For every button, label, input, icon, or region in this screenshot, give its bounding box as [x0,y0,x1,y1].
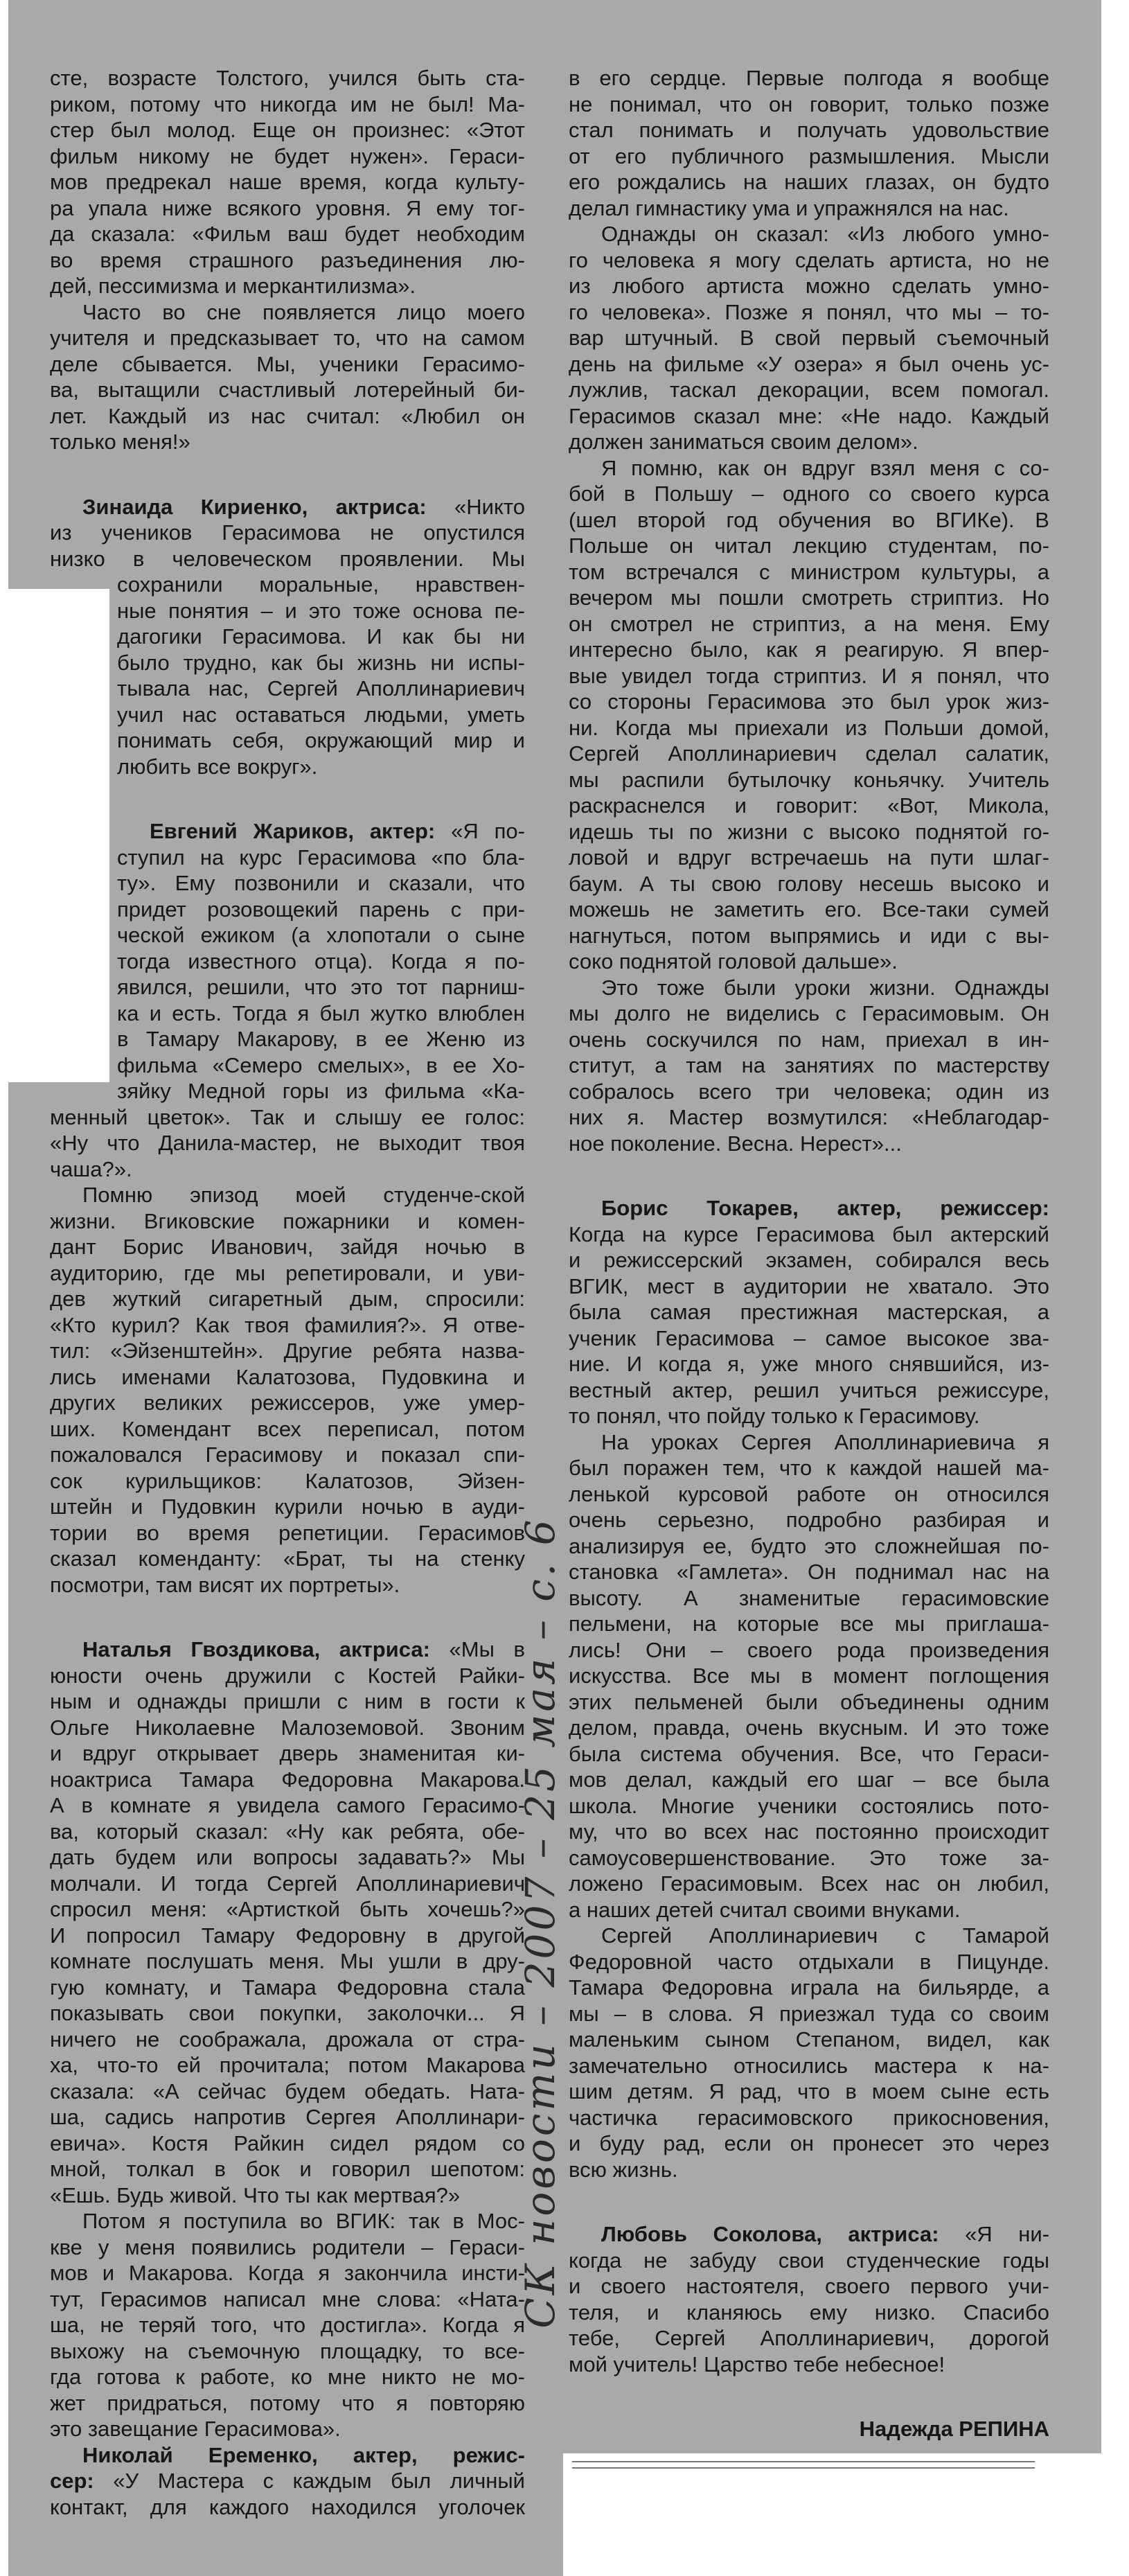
text-line: ва, который сказал: «Ну как ребята, обе- [50,1819,525,1844]
text-line: ступил на курс Герасимова «по бла- [117,845,525,870]
text-line: сок курильщиков: Калатозов, Эйзен- [50,1468,525,1493]
text-line: чаша?». [50,1156,132,1181]
text-line: интересно было, как я реагирую. Я впер- [569,637,1049,662]
text-line: и режиссерский экзамен, собирался весь [569,1248,1049,1272]
text-line: был поражен тем, что к каждой нашей ма- [569,1456,1049,1480]
speaker-name: Борис Токарев, актер, режиссер: [601,1196,1049,1220]
text-line: кве у меня появились родители – Гераси- [50,2234,525,2259]
text-line: мы – в слова. Я приезжал туда со своим [569,2001,1049,2026]
text-line: Помню эпизод моей студенче-ской [82,1183,525,1207]
text-line: из любого артиста можно сделать умно- [569,274,1049,298]
text-line: нагнуться, потом выпрямись и иди с вы- [569,923,1049,948]
text-line: понимать себя, окружающий мир и [117,728,525,752]
text-line: му, что во всех нас постоянно происходит [569,1819,1049,1844]
text-line: учителя и предсказывает то, что на самом [50,326,525,350]
text-line: должен заниматься своим делом». [569,430,918,454]
text-line: тил: «Эйзенштейн». Другие ребята назва- [50,1339,525,1363]
text-line: высоту. А знаменитые герасимовские [569,1585,1049,1610]
text-line: раскраснелся и говорит: «Вот, Микола, [569,793,1049,818]
text-line: Однажды он сказал: «Из любого умно- [601,222,1049,246]
text-line: лись! Они – своего рода произведения [569,1637,1049,1662]
text-line: мой учитель! Царство тебе небесное! [569,2352,945,2376]
paragraph [50,65,525,299]
paragraph [50,494,525,780]
text-line: дагогики Герасимова. И как бы ни [117,624,525,649]
text-line: искусства. Все мы в момент поглощения [569,1664,1049,1688]
text-line: ческой ежиком (а хлопотали о сыне [117,923,525,947]
text-line: А в комнате я увидела самого Герасимо- [50,1793,525,1817]
text-line: жет придраться, потому что я повторяю [50,2390,525,2415]
text-line: во время страшного разъединения лю- [50,247,525,272]
text-line: Ольге Николаевне Малоземовой. Звоним [50,1715,525,1740]
text-line: ВГИК, мест в аудитории не хватало. Это [569,1273,1049,1298]
text-line: ложено Герасимовым. Всех нас он любил, [569,1871,1049,1896]
text-line: школа. Многие ученики состоялись пото- [569,1793,1049,1818]
text-line: любить все вокруг». [117,754,318,779]
text-line: день на фильме «У озера» я был очень ус- [569,351,1049,376]
text-line: вар штучный. В свой первый съемочный [569,326,1049,350]
paragraph [50,1637,525,2208]
text-line: да сказала: «Фильм ваш будет необходим [50,222,525,246]
text-line: лет. Каждый из нас считал: «Любил он [50,403,525,428]
quote-text: «У Мастера с каждым был личный [94,2469,525,2493]
text-line: собралось всего три человека; один из [569,1079,1049,1104]
text-line: ха, что-то ей прочитала; потом Макарова [50,2053,525,2077]
text-line: его рождались на наших глазах, он будто [569,170,1049,194]
text-line: штейн и Пудовкин курили ночью в ауди- [50,1494,525,1519]
quote-text: «Мы в [429,1637,525,1661]
text-line: выхожу на съемочную площадку, то все- [50,2338,525,2363]
text-line: баум. А ты свою голову несешь высоко и [569,871,1049,896]
text-line: самоусовершенствование. Это тоже за- [569,1845,1049,1870]
text-line: аудиторию, где мы репетировали, и уви- [50,1260,525,1285]
text-line: частичка герасимовского прикосновения, [569,2105,1049,2130]
quote-text: «Я ни- [939,2222,1049,2246]
text-line: ститут, а там на занятиях по мастерству [569,1053,1049,1077]
text-line: ва, вытащили счастливый лотерейный би- [50,378,525,402]
text-line: деле сбывается. Мы, ученики Герасимо- [50,351,525,376]
text-line: дей, пессимизма и меркантилизма». [50,274,416,298]
text-line: сказал коменданту: «Брат, ты на стенку [50,1546,525,1571]
text-line: зяйку Медной горы из фильма «Ка- [117,1079,525,1103]
text-line: фильм никому не будет нужен». Гераси- [50,143,525,168]
text-line: бой в Польшу – одного со своего курса [569,482,1049,506]
text-line: сказала: «А сейчас будем обедать. Ната- [50,2079,525,2103]
paragraph [569,1195,1049,1429]
text-line: мы долго не виделись с Герасимовым. Он [569,1001,1049,1025]
text-line: Часто во сне появляется лицо моего [82,299,525,324]
text-line: На уроках Сергея Аполлинариевича я [601,1429,1049,1454]
text-line: это завещание Герасимова». [50,2417,341,2441]
paragraph [50,1182,525,1598]
text-line: ка и есть. Тогда я был жутко влюблен [117,1000,525,1025]
handwritten-source-note: СК новости – 2007 – 25 мая – с. 6 [517,1517,564,2329]
paragraph [569,1429,1049,1923]
text-line: не понимал, что он говорит, только позже [569,91,1049,116]
author-byline: Надежда РЕПИНА [859,2417,1049,2441]
text-line: них я. Мастер возмутился: «Неблагодар- [569,1105,1049,1129]
text-line: явился, решили, что это тот парниш- [117,975,525,999]
text-line: ным и однажды пришли с ним в гости к [50,1689,525,1713]
paragraph [50,2208,525,2442]
text-line: и своего настоятеля, своего первого учи- [569,2274,1049,2298]
text-line: пожаловался Герасимову и показал спи- [50,1443,525,1467]
text-line: тогда известного отца). Когда я по- [117,949,525,973]
text-line: вые увидел тогда стриптиз. И я понял, что [569,663,1049,688]
text-line: вестный актер, решил учиться режиссуре, [569,1377,1049,1402]
text-line: молчали. И тогда Сергей Аполлинариевич [50,1871,525,1896]
text-line: риком, потому что никогда им не был! Ма- [50,91,525,116]
text-line: этих пельменей были объединены одним [569,1689,1049,1714]
text-line: со стороны Герасимова это был урок жиз- [569,689,1049,714]
speaker-name: Зинаида Кириенко, актриса: [82,494,427,519]
text-line: ноактриса Тамара Федоровна Макарова. [50,1767,525,1792]
text-line: спросил меня: «Артисткой быть хочешь?» [50,1897,525,1921]
speaker-name: Евгений Жариков, актер: [150,819,436,843]
text-line: Сергей Аполлинариевич сделал салатик, [569,741,1049,766]
text-line: Я помню, как он вдруг взял меня с со- [601,455,1049,480]
text-line: лись именами Калатозова, Пудовкина и [50,1364,525,1389]
text-line: дант Борис Иванович, зайдя ночью в [50,1235,525,1259]
text-line: жизни. Вгиковские пожарники и комен- [50,1208,525,1233]
text-line: Сергей Аполлинариевич с Тамарой [601,1923,1049,1948]
text-line: в Тамару Макарову, в ее Женю из [117,1027,525,1051]
text-line: шим детям. Я рад, что в моем сыне есть [569,2079,1049,2103]
text-line: придет розовощекий парень с при- [117,897,525,921]
text-line: ученик Герасимова – самое высокое зва- [569,1325,1049,1350]
paragraph [50,818,525,1182]
text-line: низко в человеческом проявлении. Мы [50,546,525,571]
paragraph [569,1923,1049,2182]
text-line: вечером мы пошли смотреть стриптиз. Но [569,585,1049,610]
text-line: ное поколение. Весна. Нерест»... [569,1131,902,1156]
text-line [569,2221,1049,2248]
text-line: «Ну что Данила-мастер, не выходит твоя [50,1131,525,1155]
text-line: ша, не теряй того, что достигла». Когда я [50,2313,525,2337]
text-line: тебе, Сергей Аполлинариевич, дорогой [569,2326,1049,2350]
text-line: ленькой курсовой работе он относился [569,1481,1049,1506]
article-column-right [569,65,1049,2442]
paragraph [569,975,1049,1157]
text-line: Польше он читал лекцию студентам, по- [569,533,1049,558]
text-line: ту». Ему позвонили и сказали, что [117,871,525,895]
text-line: и вдруг открывает дверь знаменитая ки- [50,1741,525,1765]
text-line: гда готова к работе, ко мне никто не мо- [50,2365,525,2389]
text-line: го человека я могу сделать артиста, но не [569,247,1049,272]
text-line: а наших детей считал своими внуками. [569,1897,961,1922]
text-line [569,1195,1049,1221]
speaker-name: сер: [50,2469,94,2493]
text-line: го человека». Позже я понял, что мы – то- [569,299,1049,324]
text-line: показывать свои покупки, заколочки... Я [50,2001,525,2025]
speaker-name: Любовь Соколова, актриса: [601,2222,939,2246]
text-line: фильма «Семеро смелых», в ее Хо- [117,1052,525,1077]
text-line: дать будем или вопросы задавать?» Мы [50,1845,525,1869]
text-line [50,2442,525,2469]
text-line: учил нас оставаться людьми, уметь [117,702,525,727]
speaker-name: Наталья Гвоздикова, актриса: [82,1637,430,1661]
text-line: (шел второй год обучения во ВГИКе). В [569,507,1049,532]
text-line: делом, правда, очень вкусным. И это тоже [569,1715,1049,1740]
text-line: юности очень дружили с Костей Райки- [50,1663,525,1688]
text-line: ловой и вдруг встречаешь на пути шлаг- [569,845,1049,870]
text-line: ничего не соображала, дрожала от стра- [50,2027,525,2052]
text-line: тории во время репетиции. Герасимов [50,1520,525,1545]
text-line: стер был молод. Еще он произнес: «Этот [50,118,525,142]
text-line: ра упала ниже всякого уровня. Я ему тог- [50,195,525,220]
text-line: всю жизнь. [569,2157,678,2182]
text-line: когда не забуду свои студенческие годы [569,2248,1049,2273]
text-line: тывала нас, Сергей Аполлинариевич [117,676,525,700]
paragraph [569,65,1049,221]
speaker-name: Николай Еременко, актер, режис- [82,2442,525,2467]
text-line [117,818,525,845]
text-line: лужлив, таскал декорации, всем помогал. [569,378,1049,402]
text-line: менный цветок». Так и слышу ее голос: [50,1104,525,1129]
text-line: была система обучения. Все, что Гераси- [569,1741,1049,1766]
text-line: ша, садись напротив Сергея Аполлинари- [50,2105,525,2129]
text-line: делал гимнастику ума и упражнялся на нас. [569,195,1009,220]
text-line: от его публичного размышления. Мысли [569,143,1049,168]
text-line: мов предрекал наше время, когда культу- [50,170,525,194]
text-line: стал понимать и получать удовольствие [569,118,1049,142]
text-line: Это тоже были уроки жизни. Однажды [601,975,1049,1000]
text-line [50,494,525,520]
text-line: комнате послушать меня. Мы ушли в дру- [50,1949,525,1973]
text-line: очень соскучился по нам, приехал в ин- [569,1027,1049,1052]
paragraph [50,299,525,455]
text-line: становка «Гамлета». Он поднимал нас на [569,1560,1049,1584]
text-line: замечательно относились мастера к на- [569,2053,1049,2078]
text-line: было трудно, как бы жизнь ни испы- [117,650,525,675]
text-line: очень серьезно, подробно разбирая и [569,1508,1049,1532]
text-line: сте, возрасте Толстого, учился быть ста- [50,66,525,90]
text-line: посмотри, там висят их портреты». [50,1572,400,1597]
text-line: можешь не заметить его. Все-таки сумей [569,897,1049,921]
text-line: анализируя ее, будто это сложнейшая по- [569,1533,1049,1558]
text-line: маленьким сыном Степаном, видел, как [569,2027,1049,2052]
text-line: только меня!» [50,430,190,454]
paragraph [50,2442,525,2521]
text-line: гую комнату, и Тамара Федоровна стала [50,1975,525,2000]
text-line: в его сердце. Первые полгода я вообще [569,66,1049,90]
text-line: и буду рад, если он пронесет это через [569,2131,1049,2155]
border-rule [572,2461,1035,2469]
text-line: сохранили моральные, нравствен- [117,572,525,597]
text-line: других великих режиссеров, уже умер- [50,1391,525,1415]
article-column-left [50,65,525,2520]
text-line [50,1637,525,1663]
quote-text: «Я по- [435,819,525,843]
text-line: Федоровной часто отдыхали в Пицунде. [569,1949,1049,1974]
text-line: была самая престижная мастерская, а [569,1300,1049,1324]
text-line: мы распили бутылочку коньячку. Учитель [569,767,1049,792]
text-line: дев жуткий сигаретный дым, спросили: [50,1287,525,1311]
text-line: Тамара Федоровна играла на бильярде, а [569,1975,1049,2000]
text-line: мов делал, каждый его шаг – все была [569,1767,1049,1792]
paragraph [569,455,1049,975]
text-line: мов и Макарова. Когда я закончила инсти- [50,2261,525,2285]
text-line: теля, и кланяюсь ему низко. Спасибо [569,2300,1049,2324]
text-line: И попросил Тамару Федоровну в другой [50,1923,525,1948]
text-line: ших. Комендант всех переписал, потом [50,1416,525,1441]
text-line: ние. И когда я, уже много снявшийся, из- [569,1352,1049,1376]
text-line [50,2468,525,2494]
text-line: то понял, что пойду только к Герасимову. [569,1404,980,1428]
text-line: тут, Герасимов написал мне слова: «Ната- [50,2286,525,2311]
text-line: Когда на курсе Герасимова был актерский [569,1221,1049,1246]
text-line: пельмени, на которые все мы приглаша- [569,1612,1049,1636]
text-line: «Кто курил? Как твоя фамилия?». Я отве- [50,1312,525,1337]
text-line: ни. Когда мы приехали из Польши домой, [569,715,1049,740]
quote-text: «Никто [426,494,526,519]
clipping-bottom-right-blank [563,2453,1129,2576]
text-line: Герасимов сказал мне: «Не надо. Каждый [569,403,1049,428]
text-line: мной, толкал в бок и говорил шепотом: [50,2157,525,2181]
paragraph [569,221,1049,455]
paragraph [569,2221,1049,2377]
text-line: контакт, для каждого находился уголочек [50,2494,525,2519]
text-line: Потом я поступила во ВГИК: так в Мос- [82,2209,525,2233]
text-line: евича». Костя Райкин сидел рядом со [50,2131,525,2155]
text-line: том встречался с министром культуры, а [569,559,1049,584]
text-line: соко поднятой головой дальше». [569,949,898,973]
text-line: идешь ты по жизни с высоко поднятой го- [569,819,1049,844]
text-line: ные понятия – и это тоже основа пе- [117,598,525,623]
text-line: из учеников Герасимова не опустился [50,520,525,545]
text-line: «Ешь. Будь живой. Что ты как мертвая?» [50,2182,461,2207]
text-line: он смотрел не стриптиз, а на меня. Ему [569,611,1049,636]
